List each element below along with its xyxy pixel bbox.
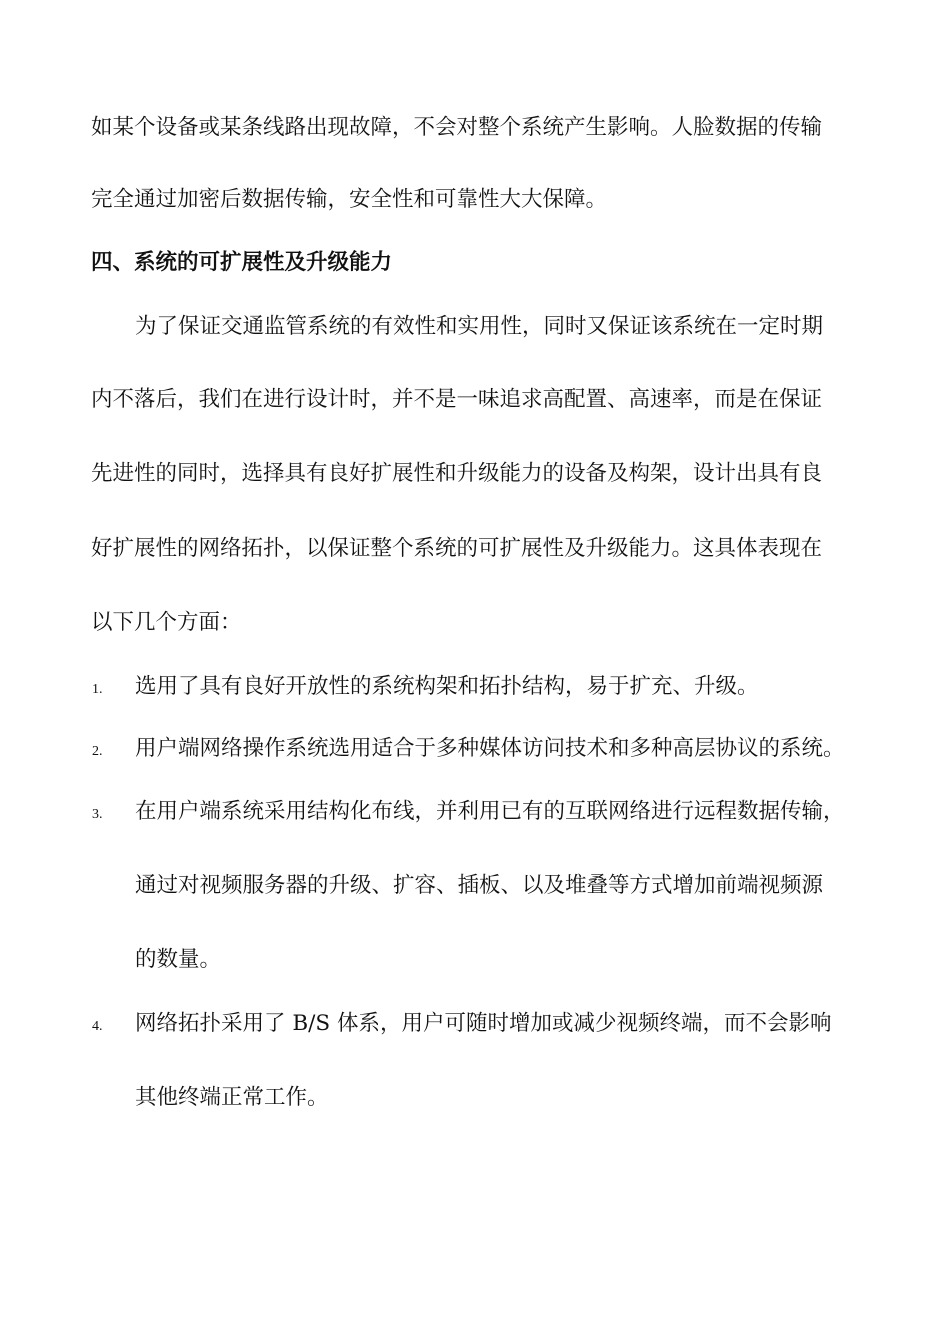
list-item-line: 选用了具有良好开放性的系统构架和拓扑结构，易于扩充、升级。	[135, 674, 759, 699]
paragraph-line: 以下几个方面：	[91, 610, 242, 635]
list-item-line: 用户端网络操作系统选用适合于多种媒体访问技术和多种高层协议的系统。	[135, 736, 845, 761]
list-item-line: 的数量。	[135, 947, 222, 972]
list-number: 2.	[92, 744, 103, 759]
list-item-line: 通过对视频服务器的升级、扩容、插板、以及堆叠等方式增加前端视频源	[135, 873, 824, 898]
list-item-line: 其他终端正常工作。	[135, 1085, 329, 1110]
section-heading: 四、系统的可扩展性及升级能力	[91, 250, 393, 275]
paragraph-line: 如某个设备或某条线路出现故障，不会对整个系统产生影响。人脸数据的传输	[91, 115, 823, 140]
paragraph-line: 好扩展性的网络拓扑，以保证整个系统的可扩展性及升级能力。这具体表现在	[91, 536, 823, 561]
paragraph-line: 先进性的同时，选择具有良好扩展性和升级能力的设备及构架，设计出具有良	[91, 461, 823, 486]
list-number: 3.	[92, 807, 103, 822]
list-number: 1.	[92, 682, 103, 697]
paragraph-line: 完全通过加密后数据传输，安全性和可靠性大大保障。	[91, 187, 608, 212]
list-number: 4.	[92, 1019, 103, 1034]
paragraph-line: 内不落后，我们在进行设计时，并不是一味追求高配置、高速率，而是在保证	[91, 387, 823, 412]
list-item-line: 在用户端系统采用结构化布线，并利用已有的互联网络进行远程数据传输，	[135, 799, 845, 824]
paragraph-line: 为了保证交通监管系统的有效性和实用性，同时又保证该系统在一定时期	[135, 314, 824, 339]
list-item-line: 网络拓扑采用了 B/S 体系，用户可随时增加或减少视频终端，而不会影响	[135, 1011, 832, 1036]
